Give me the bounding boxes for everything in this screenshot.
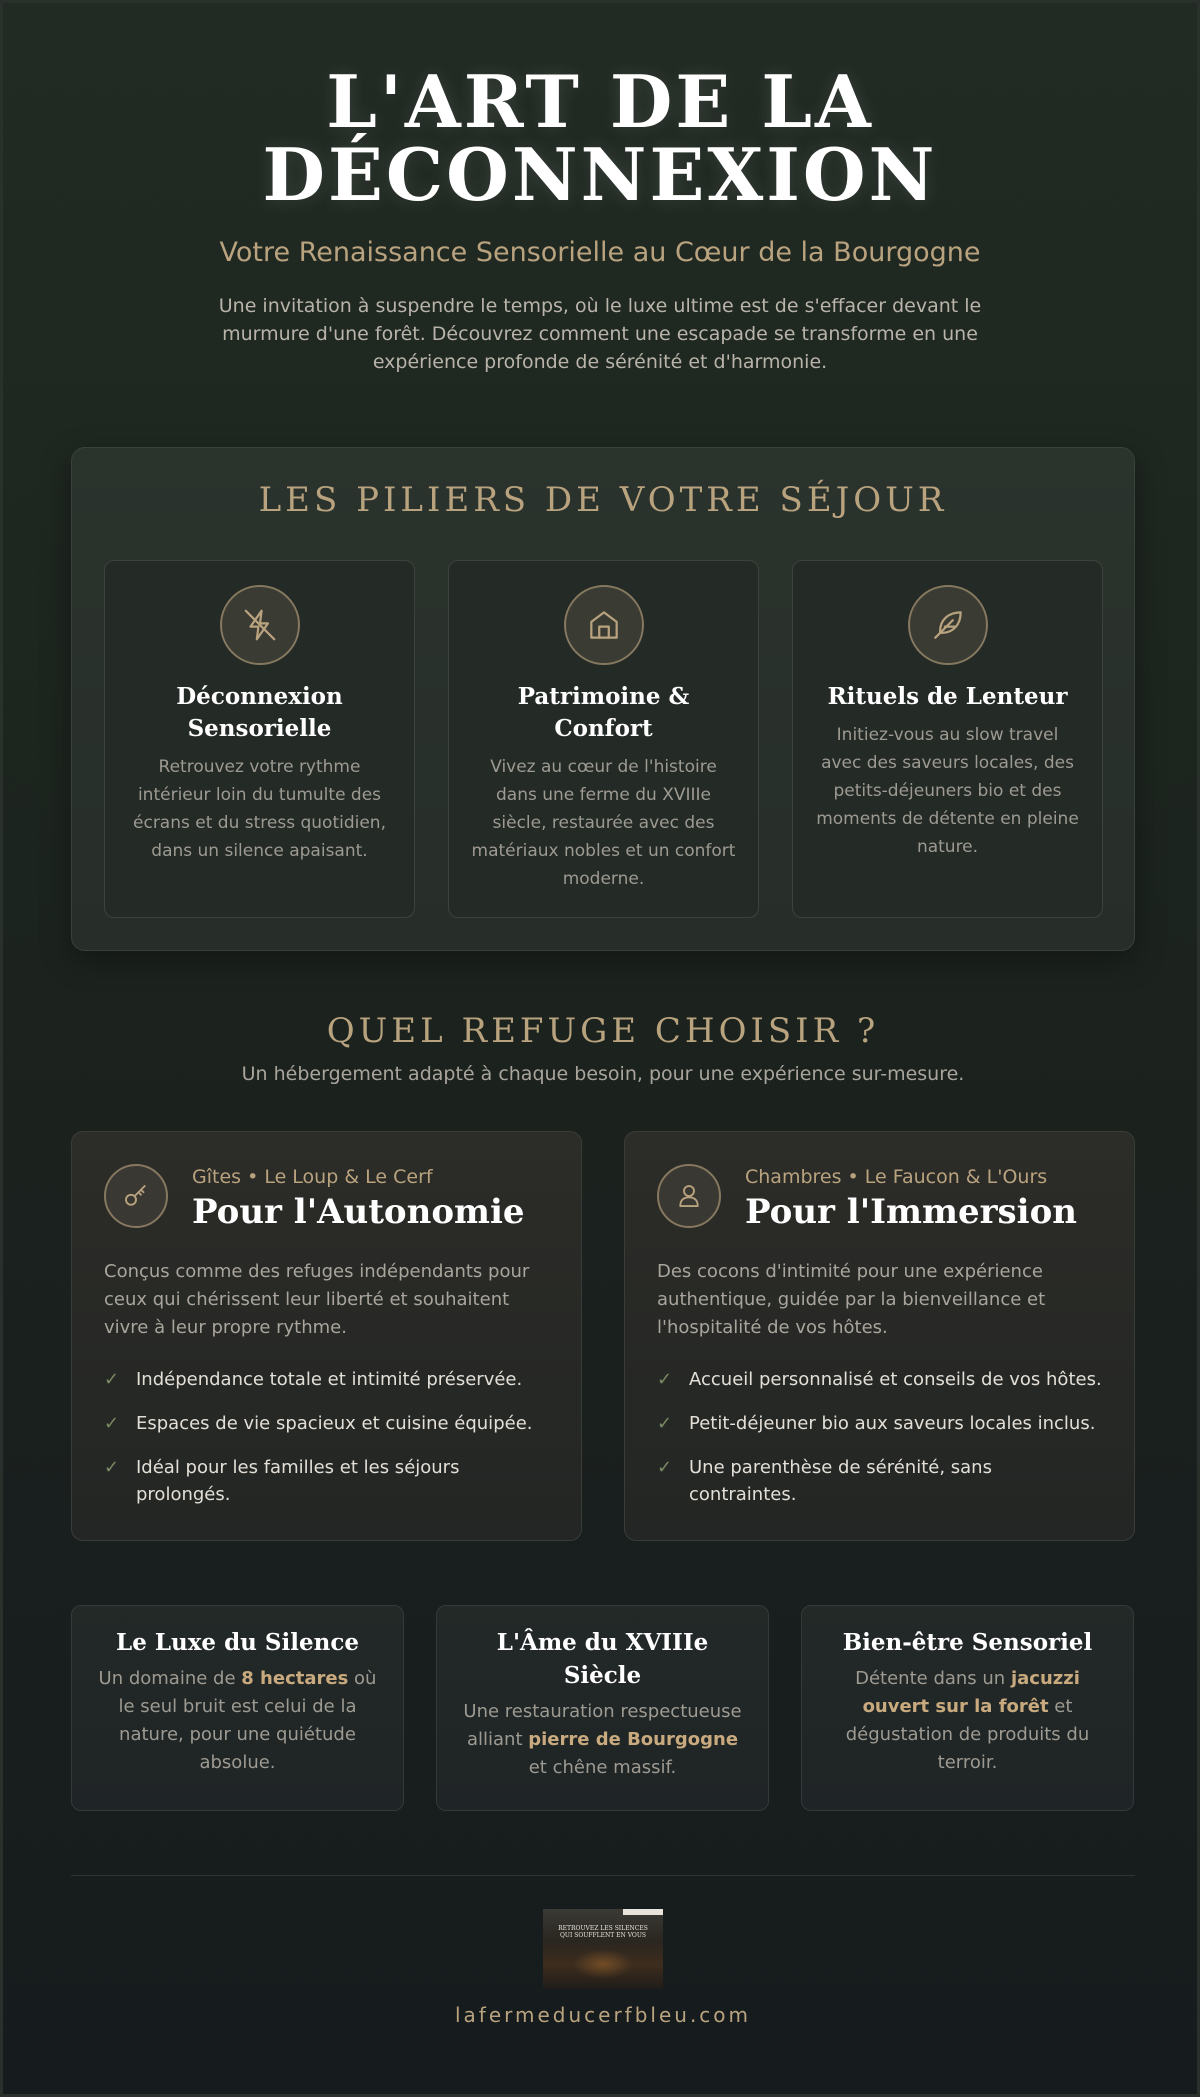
offer-card-immersion (624, 1131, 1135, 1541)
pillar-text: Initiez-vous au slow travel avec des saveurs locales, des petits-déjeuners bio et des moments de détente en pleine nature. (816, 725, 1079, 857)
feature-item (657, 1454, 1102, 1508)
offer-header (104, 1164, 549, 1232)
refuge-title: QUEL REFUGE CHOISIR ? (326, 1011, 880, 1051)
offers-grid (71, 1131, 1135, 1541)
refuge-subtitle: Un hébergement adapté à chaque besoin, pour une expérience sur-mesure. (241, 1063, 965, 1085)
pillar-text: Retrouvez votre rythme intérieur loin du tumulte des écrans et du stress quotidien, dans un silence apaisant. (133, 757, 386, 861)
highlight-text: Une restauration respectueuse alliant pierre de Bourgogne et chêne massif. (463, 1701, 742, 1778)
user-icon (657, 1164, 721, 1228)
pillar-card-rituals (792, 560, 1103, 918)
offer-titles (745, 1164, 1077, 1232)
highlight-text: Un domaine de 8 hectares où le seul bruit est celui de la nature, pour une quiétude absolue. (98, 1668, 377, 1773)
feather-icon (908, 585, 988, 665)
feature-list (657, 1366, 1102, 1508)
offer-description: Conçus comme des refuges indépendants pour ceux qui chérissent leur liberté et souhaitent vivre à leur propre rythme. (104, 1261, 530, 1338)
feature-item (104, 1410, 549, 1437)
feature-item (104, 1366, 549, 1393)
feature-text: Espaces de vie spacieux et cuisine équipée. (136, 1413, 533, 1434)
key-icon (104, 1164, 168, 1228)
pillar-text: Vivez au cœur de l'histoire dans une ferme du XVIIIe siècle, restaurée avec des matériaux nobles et un confort moderne. (471, 757, 736, 889)
no-connection-icon (220, 585, 300, 665)
hero-title-line-2: DÉCONNEXION (262, 132, 938, 217)
thumbnail-bar (623, 1909, 663, 1915)
pillar-title: Déconnexion Sensorielle (176, 683, 343, 742)
feature-item (104, 1454, 549, 1508)
feature-text: Accueil personnalisé et conseils de vos hôtes. (689, 1369, 1102, 1390)
offer-titles (192, 1164, 525, 1232)
hero-section (3, 3, 1197, 376)
feature-text: Petit-déjeuner bio aux saveurs locales inclus. (689, 1413, 1096, 1434)
offer-kicker: Chambres • Le Faucon & L'Ours (745, 1166, 1048, 1188)
pillars-grid (104, 560, 1104, 918)
check-icon: ✓ (104, 1369, 120, 1390)
feature-item (657, 1410, 1102, 1437)
hero-title-line-1: L'ART DE LA (326, 59, 874, 144)
pillars-section (71, 447, 1135, 951)
feature-text: Une parenthèse de sérénité, sans contraintes. (689, 1457, 992, 1505)
footer-divider (71, 1875, 1135, 1876)
check-icon: ✓ (657, 1413, 673, 1434)
feature-text: Idéal pour les familles et les séjours prolongés. (136, 1457, 460, 1505)
check-icon: ✓ (657, 1369, 673, 1390)
highlight-text: Détente dans un jacuzzi ouvert sur la forêt et dégustation de produits du terroir. (845, 1668, 1090, 1773)
pillar-card-heritage (448, 560, 759, 918)
highlights-grid (71, 1605, 1135, 1811)
highlight-emphasis: 8 hectares (241, 1668, 349, 1689)
highlight-card-silence (71, 1605, 404, 1811)
footer-thumbnail (543, 1909, 663, 1989)
highlight-emphasis: jacuzzi ouvert sur la forêt (862, 1668, 1080, 1717)
pillar-title: Patrimoine & Confort (517, 683, 690, 742)
check-icon: ✓ (104, 1413, 120, 1434)
feature-list (104, 1366, 549, 1508)
check-icon: ✓ (657, 1457, 673, 1478)
highlight-title: Bien-être Sensoriel (842, 1629, 1093, 1656)
highlight-title: Le Luxe du Silence (116, 1629, 359, 1656)
offer-title: Pour l'Immersion (745, 1192, 1077, 1232)
check-icon: ✓ (104, 1457, 120, 1478)
hero-subtitle: Votre Renaissance Sensorielle au Cœur de la Bourgogne (219, 237, 981, 268)
refuge-header (3, 1011, 1200, 1085)
offer-description: Des cocons d'intimité pour une expérience authentique, guidée par la bienveillance et l'hospitalité de vos hôtes. (657, 1261, 1046, 1338)
hero-title (3, 59, 1197, 217)
thumbnail-glow (573, 1949, 633, 1979)
pillar-title: Rituels de Lenteur (827, 683, 1068, 710)
offer-title: Pour l'Autonomie (192, 1192, 525, 1232)
feature-item (657, 1366, 1102, 1393)
offer-card-autonomy (71, 1131, 582, 1541)
highlight-card-heritage (436, 1605, 769, 1811)
footer-url-link[interactable]: lafermeducerfbleu.com (454, 2003, 752, 2027)
pillars-title: LES PILIERS DE VOTRE SÉJOUR (258, 480, 948, 520)
hero-intro: Une invitation à suspendre le temps, où le luxe ultime est de s'effacer devant le murmure d'une forêt. Découvrez comment une escapade se transforme en une expérience profonde de sérénité et d'harmonie. (218, 295, 982, 373)
offer-kicker: Gîtes • Le Loup & Le Cerf (192, 1166, 433, 1188)
highlight-card-wellbeing (801, 1605, 1134, 1811)
thumbnail-caption: RETROUVEZ LES SILENCES QUI SOUFFLENT EN VOUS (558, 1925, 648, 1939)
highlight-title: L'Âme du XVIIIe Siècle (496, 1629, 709, 1689)
feature-text: Indépendance totale et intimité préservée. (136, 1369, 523, 1390)
highlight-emphasis: pierre de Bourgogne (528, 1729, 739, 1750)
house-icon (564, 585, 644, 665)
pillar-card-disconnection (104, 560, 415, 918)
offer-header (657, 1164, 1102, 1232)
